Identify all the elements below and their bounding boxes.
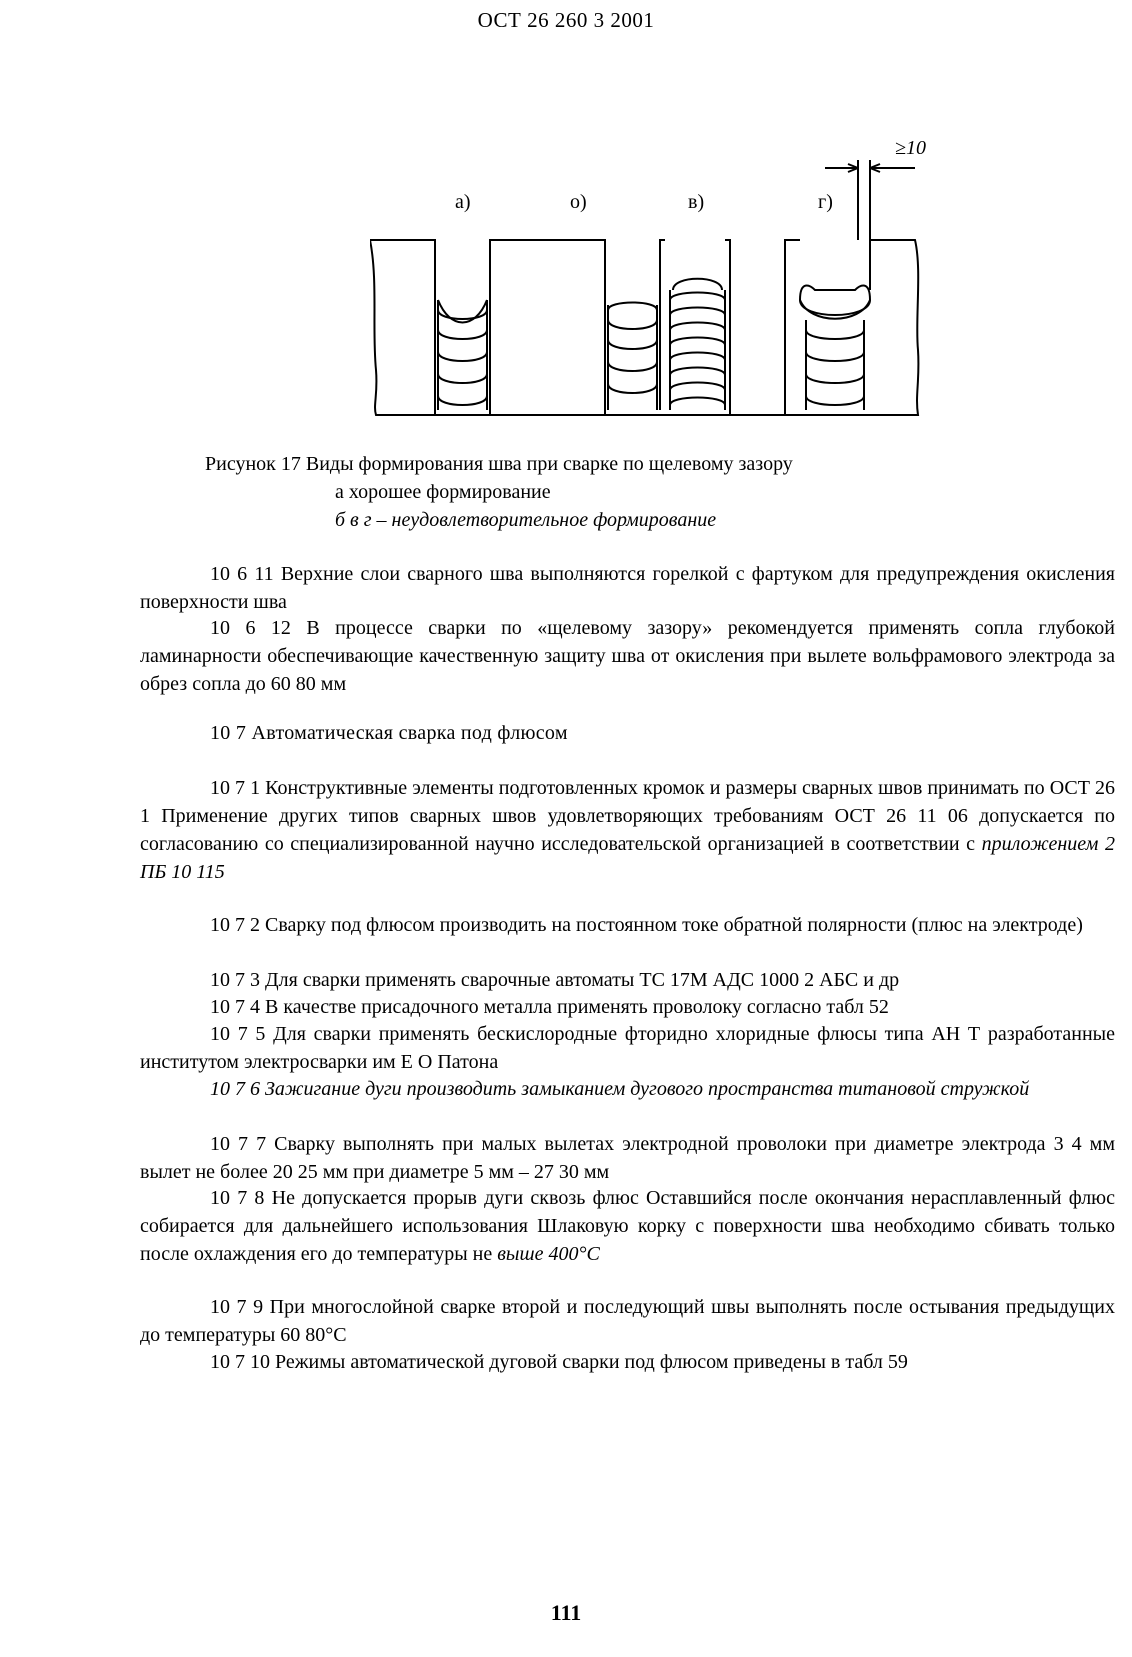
bottom-edge	[435, 410, 870, 415]
paragraph-10-7-6: 10 7 6 Зажигание дуги производить замыканием дугового пространства титановой стружкой	[210, 1078, 1030, 1100]
paragraph-10-7-9: 10 7 9 При многослойной сварке второй и последующий швы выполнять после остывания предыдущих до температуры 60 80°С	[140, 1296, 1115, 1346]
paragraph-10-7-8	[140, 1184, 1115, 1268]
section-heading-10-7: 10 7 Автоматическая сварка под флюсом	[210, 722, 568, 744]
paragraph-10-7-5: 10 7 5 Для сварки применять бескислородные фторидно хлоридные флюсы типа АН Т разработанные институтом электросварки им Е О Патона	[140, 1023, 1115, 1073]
paragraph-10-7-2: 10 7 2 Сварку под флюсом производить на постоянном токе обратной полярности (плюс на электроде)	[210, 914, 1083, 936]
paragraph-10-7-8-text: 10 7 8 Не допускается прорыв дуги сквозь флюс Оставшийся после окончания нерасплавленный флюс собирается для дальнейшего использования Шлаковую корку с поверхности шва необходимо сбивать только после охлаждения его до температуры не	[140, 1187, 1115, 1265]
document-code-header: ОСТ 26 260 3 2001	[477, 8, 655, 32]
figure-label-v: в)	[688, 191, 705, 213]
weld-g-top	[800, 286, 870, 315]
paragraph-10-7-4: 10 7 4 В качестве присадочного металла применять проволоку согласно табл 52	[210, 996, 889, 1018]
dimension-label: ≥10	[895, 140, 926, 159]
figure-legend-b: б в г – неудовлетворительное формирование	[335, 509, 717, 531]
figure-label-a: а)	[455, 191, 471, 213]
paragraph-10-7-1-text: 10 7 1 Конструктивные элементы подготовленных кромок и размеры сварных швов принимать по ОСТ 26 1 Применение других типов сварных швов удовлетворяющих требованиям ОСТ 26 11 06 допускается по согласованию со специализированной научно исследовательской организацией в соответствии с	[140, 777, 1115, 855]
weld-formation-figure	[370, 140, 970, 440]
paragraph-10-6-12: 10 6 12 В процессе сварки по «щелевому зазору» рекомендуется применять сопла глубокой ламинарности обеспечивающие качественную защиту шва от окисления при вылете вольфрамового электрода за обрез сопла до 60 80 мм	[140, 617, 1115, 695]
weld-b-top	[608, 303, 657, 311]
figure-label-b: о)	[570, 191, 587, 213]
figure-legend-a: а хорошее формирование	[335, 481, 551, 503]
paragraph-10-7-8-tail: выше 400°С	[497, 1243, 600, 1265]
paragraph-10-7-10: 10 7 10 Режимы автоматической дуговой сварки под флюсом приведены в табл 59	[210, 1351, 908, 1373]
figure-caption: Рисунок 17 Виды формирования шва при сварке по щелевому зазору	[205, 453, 793, 475]
paragraph-10-7-1-reference: приложением 2 ПБ 10 115	[140, 833, 1116, 883]
paragraph-10-7-3: 10 7 3 Для сварки применять сварочные автоматы ТС 17М АДС 1000 2 АБС и др	[210, 969, 900, 991]
figure-label-g: г)	[818, 191, 833, 213]
weld-v-top	[673, 279, 722, 290]
paragraph-10-7-1	[140, 774, 1115, 886]
paragraph-10-6-11: 10 6 11 Верхние слои сварного шва выполняются горелкой с фартуком для предупреждения окисления поверхности шва	[140, 563, 1115, 613]
paragraph-10-7-7: 10 7 7 Сварку выполнять при малых вылетах электродной проволоки при диаметре электрода 3 4 мм вылет не более 20 25 мм при диаметре 5 мм – 27 30 мм	[140, 1133, 1115, 1183]
page-number: 111	[550, 1600, 582, 1625]
dimension-lines	[825, 160, 915, 290]
